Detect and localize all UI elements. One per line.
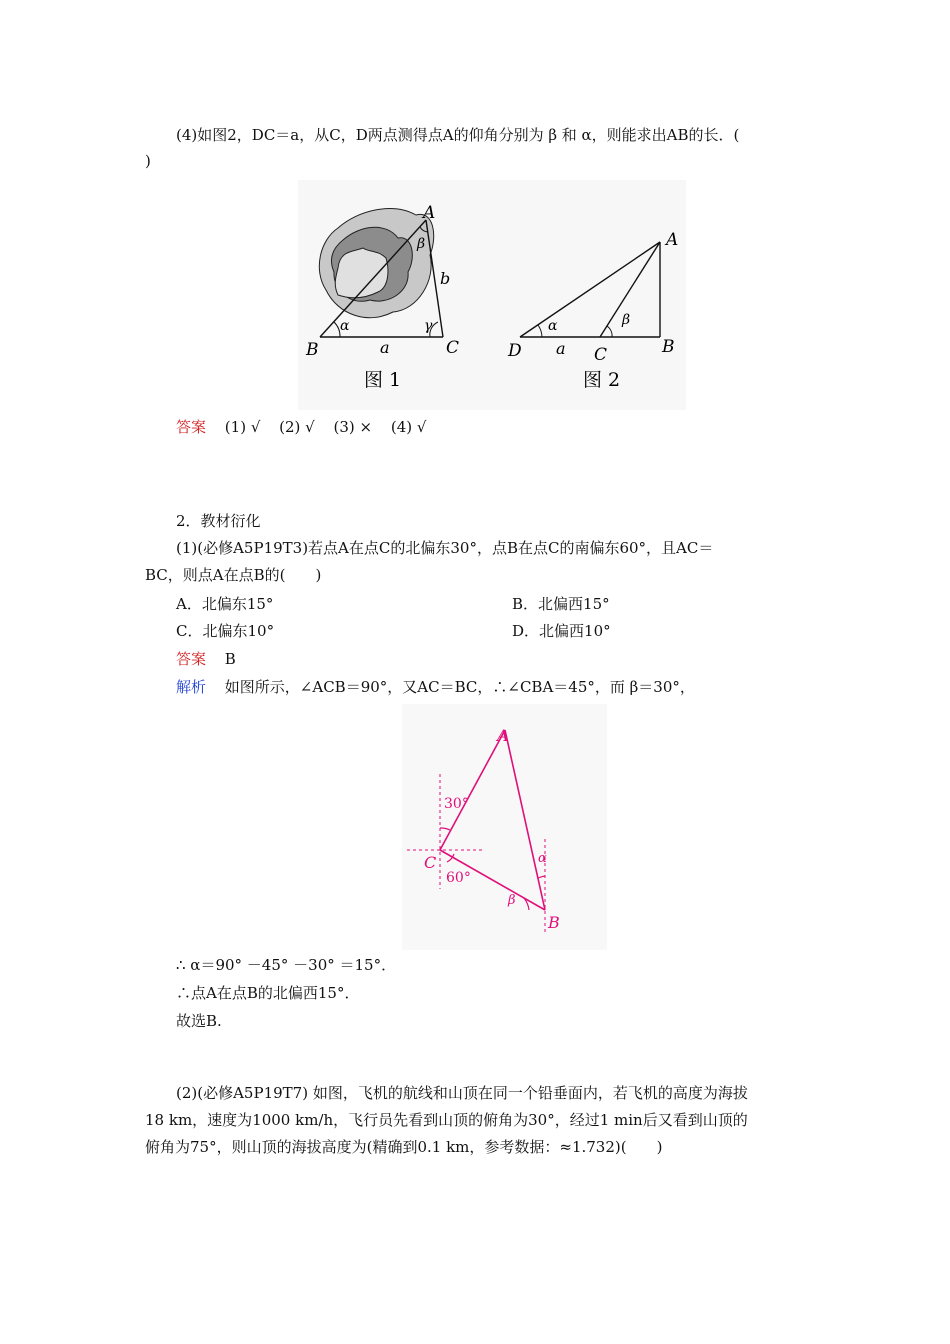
option-c: C．北偏东10° (176, 622, 275, 640)
answer-2-label: 答案 (176, 650, 207, 668)
figure-3 (402, 704, 607, 950)
analysis-label: 解析 (176, 678, 207, 696)
fig3-angle-alpha: α (538, 851, 547, 866)
answer-item-2: (2) √ (279, 418, 315, 436)
option-d: D．北偏西10° (512, 622, 611, 640)
fig1-label-C: C (446, 338, 460, 358)
fig2-label-beta: β (622, 312, 631, 328)
p2-line1: (2)(必修A5P19T7) 如图，飞机的航线和山顶在同一个铅垂面内，若飞机的高度为海拔 (176, 1084, 748, 1102)
answer-item-3: (3) × (333, 418, 373, 436)
option-b: B．北偏西15° (512, 595, 610, 613)
fig2-label-A: A (666, 230, 679, 250)
p1-line2: BC，则点A在点B的( ) (145, 566, 322, 584)
fig3-angle-30: 30° (444, 796, 469, 812)
answer-row-1 (176, 416, 426, 438)
analysis-text: 如图所示，∠ACB＝90°，又AC＝BC，∴∠CBA＝45°，而 β＝30°， (224, 678, 695, 696)
conclusion-line1: ∴ α＝90° －45° －30° ＝15°． (176, 956, 397, 974)
fig1-label-B: B (306, 340, 319, 360)
fig2-label-C: C (594, 345, 608, 365)
answer-2-value: B (224, 650, 236, 668)
p1-line1: (1)(必修A5P19T3)若点A在点C的北偏东30°，点B在点C的南偏东60°，且AC＝ (176, 539, 714, 557)
conclusion-line3: 故选B. (176, 1012, 222, 1030)
fig1-label-alpha: α (340, 318, 350, 334)
conclusion-line2: ∴点A在点B的北偏西15°． (176, 984, 360, 1002)
fig2-label-a: a (556, 339, 566, 358)
fig3-label-A: A (497, 726, 509, 745)
section-2-title: 2．教材衍化 (176, 512, 261, 530)
answer-item-1: (1) √ (224, 418, 261, 436)
fig2-label-B: B (662, 337, 675, 357)
fig2-label-D: D (508, 341, 522, 361)
q4-line2: ) (145, 152, 151, 170)
fig3-label-C: C (424, 853, 437, 872)
fig1-caption: 图 1 (364, 369, 402, 391)
answer-item-4: (4) √ (390, 418, 427, 436)
fig3-angle-beta: β (508, 893, 516, 908)
option-a: A．北偏东15° (176, 595, 274, 613)
fig1-label-a: a (380, 338, 390, 357)
fig1-label-A: A (423, 203, 436, 223)
figure-1-2 (298, 180, 686, 410)
p2-line2: 18 km，速度为1000 km/h，飞行员先看到山顶的俯角为30°，经过1 min后又看到山顶的 (145, 1111, 748, 1129)
fig2-caption: 图 2 (583, 369, 621, 391)
analysis-row (176, 676, 695, 698)
fig1-label-beta: β (417, 236, 426, 252)
fig3-angle-60: 60° (446, 870, 471, 886)
fig3-label-B: B (548, 913, 560, 932)
answer-label: 答案 (176, 418, 207, 436)
p2-line3: 俯角为75°，则山顶的海拔高度为(精确到0.1 km，参考数据：≈1.732)( ) (145, 1138, 663, 1156)
fig1-label-gamma: γ (424, 318, 433, 334)
fig2-label-alpha: α (548, 318, 558, 334)
answer-row-2 (176, 648, 236, 670)
fig1-label-b: b (440, 269, 451, 288)
q4-line1: (4)如图2，DC＝a，从C，D两点测得点A的仰角分别为 β 和 α，则能求出AB的长．( (176, 126, 740, 144)
